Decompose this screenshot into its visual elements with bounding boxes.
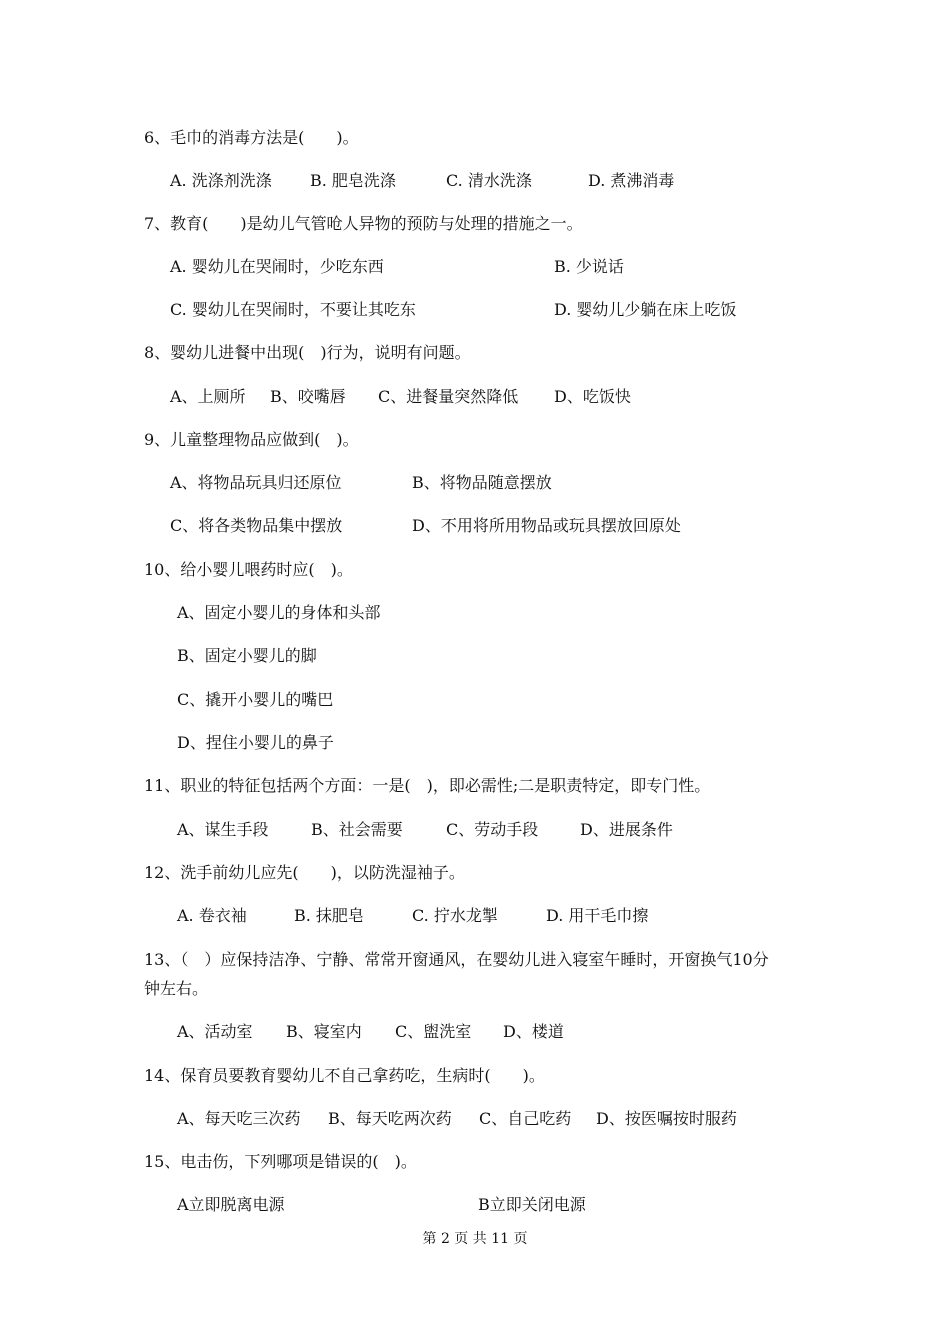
option-c: C. 婴幼儿在哭闹时，不要让其吃东 xyxy=(170,300,416,319)
option-b: B、社会需要 xyxy=(311,820,403,839)
option-c: C、盥洗室 xyxy=(395,1022,472,1041)
option-c: C、自己吃药 xyxy=(479,1109,572,1128)
question-13-continued: 钟左右。 xyxy=(144,979,209,998)
question-9: 9、儿童整理物品应做到( )。 xyxy=(144,430,359,449)
option-d: D、不用将所用物品或玩具摆放回原处 xyxy=(412,516,681,535)
option-d: D. 煮沸消毒 xyxy=(588,171,675,190)
option-a: A、固定小婴儿的身体和头部 xyxy=(177,603,381,622)
question-13: 13、（ ）应保持洁净、宁静、常常开窗通风，在婴幼儿进入寝室午睡时，开窗换气10分 xyxy=(144,950,769,969)
option-b: B. 肥皂洗涤 xyxy=(310,171,396,190)
option-d: D. 婴幼儿少躺在床上吃饭 xyxy=(554,300,737,319)
option-d: D、吃饭快 xyxy=(554,387,631,406)
option-d: D、按医嘱按时服药 xyxy=(596,1109,737,1128)
option-a: A、上厕所 xyxy=(170,387,246,406)
option-c: C、进餐量突然降低 xyxy=(378,387,519,406)
option-d: D、楼道 xyxy=(503,1022,564,1041)
option-a: A. 卷衣袖 xyxy=(177,906,247,925)
option-a: A、将物品玩具归还原位 xyxy=(170,473,342,492)
option-b: B、将物品随意摆放 xyxy=(412,473,552,492)
page-number: 第 2 页 共 11 页 xyxy=(422,1231,528,1247)
option-a: A立即脱离电源 xyxy=(177,1195,285,1214)
question-11: 11、职业的特征包括两个方面：一是( )，即必需性;二是职责特定，即专门性。 xyxy=(144,776,711,795)
option-a: A. 洗涤剂洗涤 xyxy=(170,171,272,190)
option-a: A. 婴幼儿在哭闹时，少吃东西 xyxy=(170,257,384,276)
option-d: D、进展条件 xyxy=(580,820,673,839)
option-b: B. 抹肥皂 xyxy=(294,906,364,925)
option-c: C. 清水洗涤 xyxy=(446,171,532,190)
question-12: 12、洗手前幼儿应先( )，以防洗湿袖子。 xyxy=(144,863,465,882)
question-10: 10、给小婴儿喂药时应( )。 xyxy=(144,560,353,579)
question-15: 15、电击伤，下列哪项是错误的( )。 xyxy=(144,1152,417,1171)
option-d: D、捏住小婴儿的鼻子 xyxy=(177,733,334,752)
option-b: B、固定小婴儿的脚 xyxy=(177,646,317,665)
option-b: B、咬嘴唇 xyxy=(270,387,346,406)
option-b: B、寝室内 xyxy=(286,1022,362,1041)
option-b: B. 少说话 xyxy=(554,257,624,276)
question-7: 7、教育( )是幼儿气管呛人异物的预防与处理的措施之一。 xyxy=(144,214,583,233)
question-6: 6、毛巾的消毒方法是( )。 xyxy=(144,128,359,147)
option-d: D. 用干毛巾擦 xyxy=(546,906,649,925)
option-b: B立即关闭电源 xyxy=(478,1195,586,1214)
option-c: C、将各类物品集中摆放 xyxy=(170,516,343,535)
question-14: 14、保育员要教育婴幼儿不自己拿药吃，生病时( )。 xyxy=(144,1066,545,1085)
option-b: B、每天吃两次药 xyxy=(328,1109,452,1128)
option-a: A、每天吃三次药 xyxy=(177,1109,301,1128)
option-c: C、劳动手段 xyxy=(446,820,539,839)
option-a: A、活动室 xyxy=(177,1022,253,1041)
option-c: C、撬开小婴儿的嘴巴 xyxy=(177,690,334,709)
question-8: 8、婴幼儿进餐中出现( )行为，说明有问题。 xyxy=(144,343,471,362)
option-a: A、谋生手段 xyxy=(177,820,269,839)
option-c: C. 拧水龙掣 xyxy=(412,906,498,925)
